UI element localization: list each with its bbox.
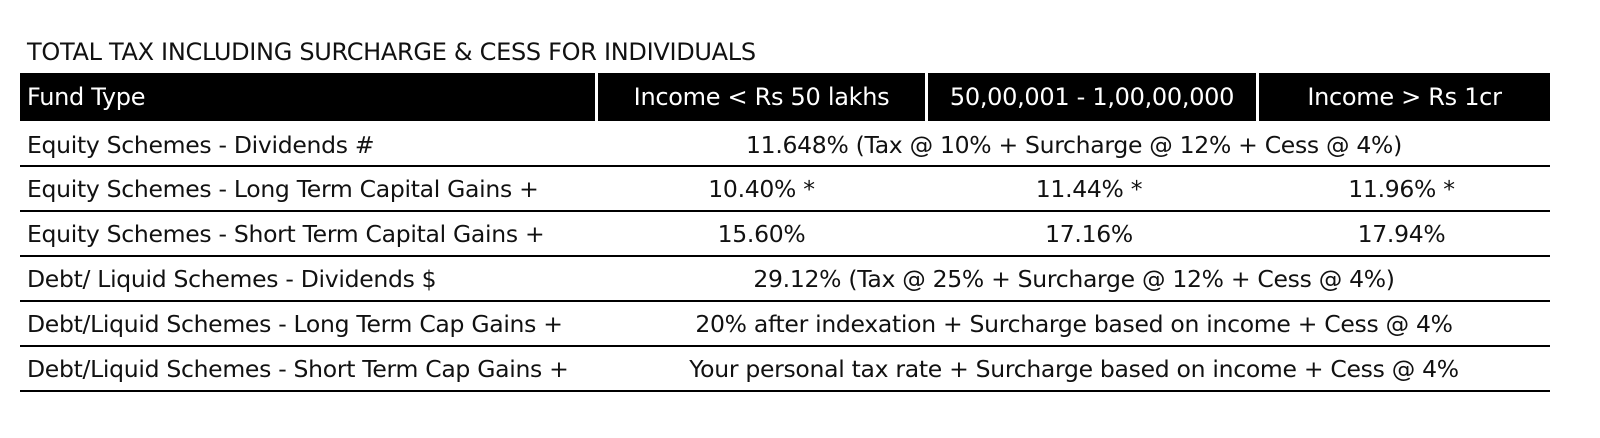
rate-cell-above-1cr: 11.96% * — [1348, 174, 1455, 203]
merged-rate-cell: 29.12% (Tax @ 25% + Surcharge @ 12% + Cess @ 4%) — [753, 264, 1395, 293]
rate-cell-below-50-lakhs: 10.40% * — [708, 174, 815, 203]
table-row — [20, 302, 1550, 347]
fund-type-cell: Debt/Liquid Schemes - Long Term Cap Gains + — [27, 309, 563, 338]
fund-type-cell: Debt/Liquid Schemes - Short Term Cap Gains + — [27, 354, 569, 383]
header-income-above-1cr: Income > Rs 1cr — [1259, 73, 1550, 121]
table-title: TOTAL TAX INCLUDING SURCHARGE & CESS FOR INDIVIDUALS — [27, 38, 756, 66]
fund-type-cell: Equity Schemes - Dividends # — [27, 130, 375, 159]
header-fund-type: Fund Type — [20, 73, 595, 121]
table-row — [20, 347, 1550, 392]
fund-type-cell: Debt/ Liquid Schemes - Dividends $ — [27, 264, 437, 293]
table-row — [20, 124, 1550, 167]
table-row — [20, 167, 1550, 212]
rate-cell-50-lakhs-to-1cr: 17.16% — [1045, 219, 1133, 248]
table-header-row — [20, 73, 1550, 121]
fund-type-cell: Equity Schemes - Short Term Capital Gains + — [27, 219, 545, 248]
merged-rate-cell: 20% after indexation + Surcharge based on income + Cess @ 4% — [695, 309, 1453, 338]
rate-cell-above-1cr: 17.94% — [1357, 219, 1446, 248]
table-row — [20, 212, 1550, 257]
table-row — [20, 257, 1550, 302]
merged-rate-cell: Your personal tax rate + Surcharge based on income + Cess @ 4% — [689, 354, 1459, 383]
tax-table — [20, 73, 1550, 392]
fund-type-cell: Equity Schemes - Long Term Capital Gains + — [27, 174, 539, 203]
merged-rate-cell: 11.648% (Tax @ 10% + Surcharge @ 12% + Cess @ 4%) — [746, 130, 1402, 159]
rate-cell-50-lakhs-to-1cr: 11.44% * — [1035, 174, 1143, 203]
header-income-below-50-lakhs: Income < Rs 50 lakhs — [598, 73, 925, 121]
header-income-50-lakhs-to-1cr: 50,00,001 - 1,00,00,000 — [928, 73, 1256, 121]
rate-cell-below-50-lakhs: 15.60% — [717, 219, 806, 248]
